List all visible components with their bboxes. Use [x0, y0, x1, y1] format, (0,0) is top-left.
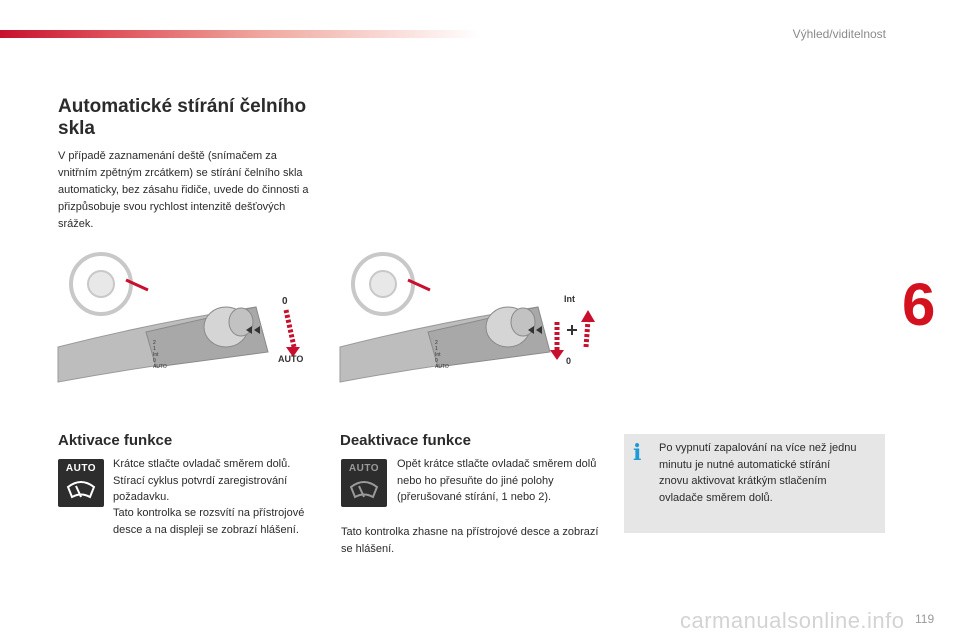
svg-text:Int: Int: [153, 352, 159, 358]
page-number: 119: [915, 612, 935, 626]
auto-wiper-warning-lamp: [58, 459, 104, 507]
intro-paragraph: V případě zaznamenání deště (snímačem za vnitřním zpětným zrcátkem) se stírání čelního skla automaticky, bez zásahu řidiče, uvede do činnosti a přizpůsobuje svou rychlost intenzitě dešťových srážek.: [58, 150, 309, 230]
activation-indicator-text: Tato kontrolka se rozsvítí na přístrojové desce a na displeji se zobrazí hlášení.: [113, 507, 305, 536]
page-title: Automatické stírání čelního skla: [58, 96, 307, 139]
windscreen-wiper-icon: [349, 477, 379, 501]
info-text: Po vypnutí zapalování na více než jednu minutu je nutné automatické stírání znovu aktivovat krátkým stlačením ovladače směrem dolů.: [659, 442, 857, 504]
header-color-bar: [0, 30, 480, 38]
position-label-bottom: AUTO: [278, 354, 304, 364]
svg-text:0: 0: [435, 358, 438, 364]
info-box: [624, 434, 885, 533]
stalk-illustration-deactivation: [338, 252, 598, 392]
plus-icon: [567, 325, 577, 335]
arrow-up-icon: [581, 310, 595, 322]
section-title: Výhled/viditelnost: [792, 27, 886, 41]
arrow-down-icon: [550, 350, 564, 360]
activation-heading: Aktivace funkce: [58, 432, 173, 449]
deactivation-heading: Deaktivace funkce: [340, 432, 471, 449]
deactivation-indicator-text: Tato kontrolka zhasne na přístrojové desce a zobrazí se hlášení.: [341, 526, 599, 555]
svg-text:AUTO: AUTO: [153, 364, 167, 370]
windscreen-wiper-icon: [66, 477, 96, 501]
position-label-top: Int: [564, 294, 575, 304]
svg-text:Int: Int: [435, 352, 441, 358]
svg-text:2: 2: [435, 340, 438, 346]
stalk-illustration-activation: [56, 252, 316, 392]
deactivation-step-text: Opět krátce stlačte ovladač směrem dolů nebo ho přesuňte do jiné polohy (přerušované stírání, 1 nebo 2).: [397, 458, 597, 503]
auto-label: AUTO: [348, 463, 380, 474]
activation-step-text: Krátce stlačte ovladač směrem dolů. Stírací cyklus potvrdí zaregistrování požadavku.: [113, 458, 291, 503]
position-label-top: 0: [282, 296, 288, 307]
chapter-number: 6: [902, 271, 936, 338]
auto-wiper-warning-lamp-off: [341, 459, 387, 507]
watermark: carmanualsonline.info: [680, 608, 905, 633]
info-icon: i: [633, 440, 642, 466]
svg-text:AUTO: AUTO: [435, 364, 449, 370]
svg-text:0: 0: [153, 358, 156, 364]
position-label-bottom: 0: [566, 356, 572, 366]
svg-text:1: 1: [435, 346, 438, 352]
auto-label: AUTO: [65, 463, 97, 474]
svg-text:2: 2: [153, 340, 156, 346]
svg-text:1: 1: [153, 346, 156, 352]
